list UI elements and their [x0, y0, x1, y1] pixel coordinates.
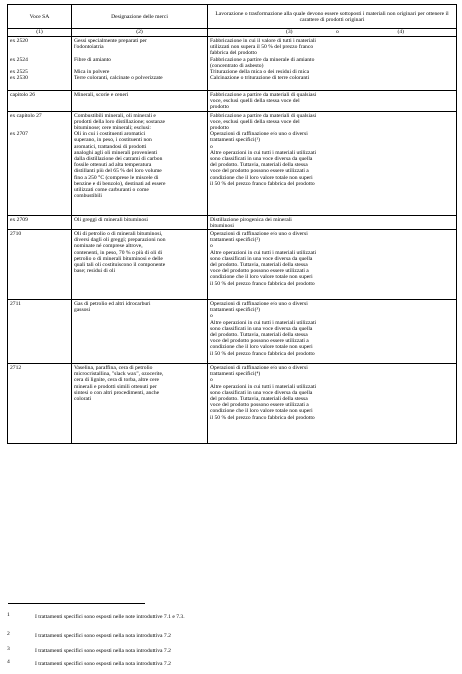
footnote-separator — [8, 603, 145, 604]
code-line: ex 2524 — [10, 56, 28, 63]
table-row — [8, 37, 457, 91]
desc-line: Vaselina, paraffina, cera di petrolio — [74, 365, 153, 372]
header-col-1: Voce SA — [8, 5, 72, 29]
code-line: ex 2525 — [10, 68, 28, 75]
rule-line: Distillazione pirogenica dei minerali — [210, 216, 292, 223]
rule-line: sono classificati in una voce diversa da quella — [210, 255, 313, 262]
desc-line: Gessi specialmente preparati per — [74, 38, 147, 44]
cell-code — [8, 111, 72, 215]
desc-line: nominate né comprese altrove, — [74, 243, 143, 250]
desc-line: Gas di petrolio ed altri idrocarburi — [74, 301, 151, 308]
code-line: ex 2709 — [10, 216, 28, 223]
rule-line: trattamenti specifici(¹) — [210, 137, 260, 144]
cell-rule — [208, 300, 457, 364]
cell-desc — [72, 230, 208, 300]
col-number-or: o — [336, 29, 339, 35]
rule-line: Altre operazioni in cui tutti i materiali utilizzati — [210, 383, 317, 390]
desc-line: distillanti più del 65 % del loro volume — [74, 168, 162, 175]
header-col-34: Lavorazione o trasformazione alla quale devono essere sottoposti i materiali non originari per ottenere il carattere di prodotti originari — [208, 5, 457, 29]
code-line: capitolo 26 — [10, 92, 36, 98]
desc-line: microcristallina, "slack wax", ozocerite, — [74, 371, 164, 378]
code-line: 2712 — [10, 365, 22, 372]
rule-line: Fabbricazione in cui il valore di tutti i materiali — [210, 38, 316, 44]
cell-desc — [72, 300, 208, 364]
desc-line: superano, in peso, i costituenti non — [74, 137, 152, 144]
rule-line: il 50 % del prezzo franco fabbrica del prodotto — [210, 350, 315, 357]
cell-rule — [208, 230, 457, 300]
col-number-1: (1) — [36, 29, 43, 35]
footnote-number: 1 — [7, 612, 10, 618]
desc-line: Combustibili minerali, oli minerali e — [74, 112, 156, 119]
cell-code — [8, 215, 72, 229]
code-line: ex 2530 — [10, 75, 28, 82]
rule-line: o — [210, 377, 213, 384]
footnote-text: I trattamenti specifici sono esposti nelle note introduttive 7.1 e 7.3. — [35, 614, 185, 620]
cell-desc — [72, 37, 208, 91]
desc-line: aromatici, trattandosi di prodotti — [74, 143, 147, 150]
rule-line: condizione che il loro valore totale non superi — [210, 408, 313, 415]
footnote-number: 2 — [7, 631, 10, 637]
code-line: ex capitolo 27 — [10, 112, 42, 119]
rule-line: voce, esclusi quelli della stessa voce del — [210, 118, 300, 125]
rule-line: Altre operazioni in cui tutti i materiali utilizzati — [210, 249, 317, 256]
cell-desc — [72, 215, 208, 229]
rule-line: o — [210, 313, 213, 320]
cell-code — [8, 37, 72, 91]
desc-line: petrolio o di minerali bituminosi e delle — [74, 255, 163, 262]
desc-line: contenenti, in peso, 70 % o più di oli di — [74, 249, 163, 256]
desc-line: Oli greggi di minerali bituminosi — [74, 216, 148, 223]
cell-code — [8, 300, 72, 364]
cell-rule — [208, 37, 457, 91]
cell-rule — [208, 215, 457, 229]
desc-line: quali tali oli costituiscono il componente — [74, 262, 166, 269]
code-line: ex 2520 — [10, 38, 28, 44]
rule-line: Calcinazione o triturazione di terre coloranti — [210, 75, 310, 82]
rule-line: voce, esclusi quelli della stessa voce del — [210, 98, 300, 105]
rule-line: condizione che il loro valore totale non superi — [210, 174, 313, 181]
desc-line: Minerali, scorie e ceneri — [74, 92, 129, 98]
table-header-row — [8, 5, 457, 29]
desc-line: fino a 250 °C (comprese le miscele di — [74, 174, 159, 181]
rule-line: del prodotto. Tuttavia, materiali della stessa — [210, 262, 308, 269]
desc-line: Mica in polvere — [74, 68, 110, 75]
rule-line: utilizzati non supera il 50 % del prezzo franco — [210, 44, 314, 51]
rules-table — [7, 4, 457, 444]
table-row — [8, 300, 457, 364]
table-row — [8, 111, 457, 215]
rule-line: sono classificati in una voce diversa da quella — [210, 389, 313, 396]
desc-line: utilizzati come carburanti o come — [74, 187, 149, 194]
rule-line: il 50 % del prezzo franco fabbrica del prodotto — [210, 280, 315, 287]
rule-line: trattamenti specifici(³) — [210, 307, 260, 314]
footnote-number: 3 — [7, 646, 10, 652]
rule-line: Operazioni di raffinazione e/o uno o diversi — [210, 365, 308, 372]
rule-line: Operazioni di raffinazione e/o uno o diversi — [210, 231, 308, 238]
cell-code — [8, 91, 72, 112]
rule-line: prodotto — [210, 125, 229, 132]
desc-line: Fibre di amianto — [74, 56, 111, 63]
rule-line: prodotto — [210, 104, 229, 111]
rule-line: (concentrato di asbesto) — [210, 62, 264, 69]
rule-line: condizione che il loro valore totale non superi — [210, 344, 313, 351]
cell-rule — [208, 91, 457, 112]
cell-code — [8, 364, 72, 444]
desc-line: minerali e prodotti simili ottenuti per — [74, 383, 157, 390]
rule-line: voce del prodotto possono essere utilizzati a — [210, 268, 309, 275]
col-number-3: (3) — [286, 29, 293, 35]
rule-line: sono classificati in una voce diversa da quella — [210, 156, 313, 163]
code-line: 2710 — [10, 231, 22, 238]
rule-line: fabbrica del prodotto — [210, 50, 257, 57]
rule-line: trattamenti specifici(⁴) — [210, 371, 261, 378]
cell-desc — [72, 364, 208, 444]
rule-line: Fabbricazione a partire da materiali di qualsiasi — [210, 92, 317, 98]
desc-line: base; residui di oli — [74, 268, 116, 275]
rule-line: Fabbricazione a partire da minerale di amianto — [210, 56, 315, 63]
desc-line: prodotti della loro distillazione; sostanze — [74, 118, 166, 125]
table-row — [8, 215, 457, 229]
footnote-text: I trattamenti specifici sono esposti nella nota introduttiva 7.2 — [35, 661, 171, 667]
desc-line: Oli in cui i costituenti aromatici — [74, 131, 146, 138]
rule-line: Operazioni di raffinazione e/o uno o diversi — [210, 131, 308, 138]
desc-line: analoghi agli oli minerali provenienti — [74, 149, 158, 156]
rule-line: il 50 % del prezzo franco fabbrica del prodotto — [210, 414, 315, 421]
rule-line: Altre operazioni in cui tutti i materiali utilizzati — [210, 149, 317, 156]
cell-code — [8, 230, 72, 300]
rule-line: o — [210, 243, 213, 250]
rule-line: voce del prodotto possono essere utilizzati a — [210, 402, 309, 409]
rule-line: del prodotto. Tuttavia, materiali della stessa — [210, 162, 308, 169]
rule-line: trattamenti specifici(²) — [210, 237, 260, 244]
rule-line: condizione che il loro valore totale non superi — [210, 274, 313, 281]
table-row — [8, 91, 457, 112]
rule-line: voce del prodotto possono essere utilizzati a — [210, 338, 309, 345]
desc-line: dalla distillazione dei catrami di carbon — [74, 156, 163, 163]
rule-line: sono classificati in una voce diversa da quella — [210, 325, 313, 332]
column-number-row — [8, 29, 457, 37]
desc-line: Terre coloranti, calcinate o polverizzate — [74, 75, 163, 82]
desc-line: combustibili — [74, 193, 102, 200]
desc-line: diversi dagli oli greggi; preparazioni non — [74, 237, 166, 244]
col-number-4: (4) — [397, 29, 404, 35]
code-line: 2711 — [10, 301, 21, 308]
cell-desc — [72, 91, 208, 112]
table-row — [8, 364, 457, 444]
desc-line: cera di lignite, cera di torba, altre cere — [74, 377, 159, 384]
footnote-text: I trattamenti specifici sono esposti nella nota introduttiva 7.2 — [35, 648, 171, 654]
rule-line: del prodotto. Tuttavia, materiali della stessa — [210, 332, 308, 339]
rule-line: voce del prodotto possono essere utilizzati a — [210, 168, 309, 175]
table-row — [8, 230, 457, 300]
header-col-2: Designazione delle merci — [72, 5, 208, 29]
desc-line: fossile ottenuti ad alta temperatura — [74, 162, 152, 169]
rule-line: Altre operazioni in cui tutti i materiali utilizzati — [210, 319, 317, 326]
rule-line: Operazioni di raffinazione e/o uno o diversi — [210, 301, 308, 308]
col-number-2: (2) — [136, 29, 143, 35]
desc-line: l'odontoiatria — [74, 44, 104, 51]
desc-line: bituminose; cere minerali; esclusi: — [74, 125, 151, 132]
footnote-number: 4 — [7, 659, 10, 665]
desc-line: colorati — [74, 396, 92, 403]
rule-line: bituminosi — [210, 222, 234, 229]
desc-line: benzine e di benzolo), destinati ad essere — [74, 180, 166, 187]
cell-rule — [208, 111, 457, 215]
desc-line: gassosi — [74, 307, 91, 314]
cell-desc — [72, 111, 208, 215]
desc-line: sintesi o con altri procedimenti, anche — [74, 389, 160, 396]
code-line: ex 2707 — [10, 131, 28, 138]
rule-line: del prodotto. Tuttavia, materiali della stessa — [210, 396, 308, 403]
cell-rule — [208, 364, 457, 444]
rule-line: Triturazione della mica o dei residui di mica — [210, 69, 310, 76]
footnote-text: I trattamenti specifici sono esposti nella nota introduttiva 7.2 — [35, 633, 171, 639]
rule-line: il 50 % del prezzo franco fabbrica del prodotto — [210, 180, 315, 187]
rule-line: Fabbricazione a partire da materiali di qualsiasi — [210, 112, 317, 119]
rule-line: o — [210, 143, 213, 150]
desc-line: Oli di petrolio o di minerali bituminosi, — [74, 231, 163, 238]
